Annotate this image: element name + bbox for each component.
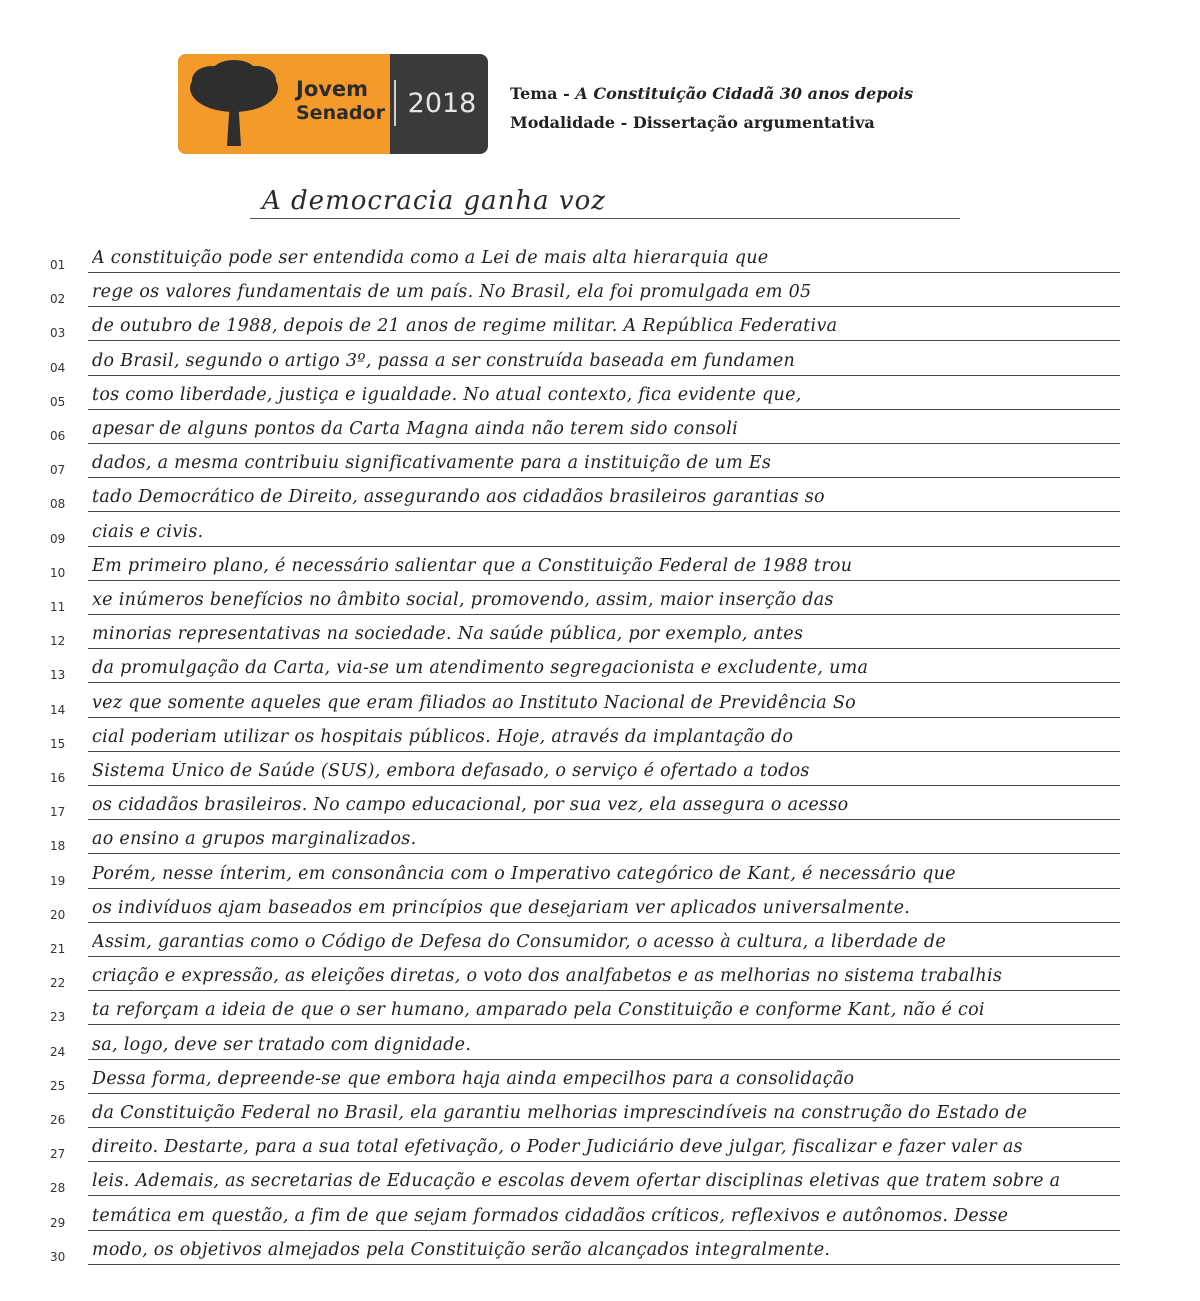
line-number: 04 [50,361,66,375]
tree-icon [184,58,284,152]
line-number: 09 [50,532,66,546]
essay-line-text: do Brasil, segundo o artigo 3º, passa a ser construída baseada em fundamen [92,351,796,371]
jovem-senador-logo [178,54,488,154]
writing-rule [88,1195,1120,1196]
line-number: 30 [50,1250,66,1264]
mode-line [510,113,875,132]
line-number: 23 [50,1010,66,1024]
essay-line-text: Assim, garantias como o Código de Defesa do Consumidor, o acesso à cultura, a liberdade de [92,932,947,952]
logo-line1: Jovem [296,77,369,101]
line-number: 07 [50,463,66,477]
essay-line-text: da Constituição Federal no Brasil, ela garantiu melhorias imprescindíveis na construção do Estado de [92,1103,1028,1123]
essay-line-text: xe inúmeros benefícios no âmbito social, promovendo, assim, maior inserção das [92,590,834,610]
writing-rule [88,272,1120,273]
essay-line-text: criação e expressão, as eleições diretas, o voto dos analfabetos e as melhorias no sistema trabalhis [92,966,1003,986]
line-number: 29 [50,1216,66,1230]
writing-rule [88,1059,1120,1060]
writing-rule [88,614,1120,615]
writing-rule [88,1093,1120,1094]
writing-rule [88,340,1120,341]
essay-line-text: vez que somente aqueles que eram filiados ao Instituto Nacional de Previdência So [92,693,857,713]
writing-rule [88,682,1120,683]
writing-rule [88,888,1120,889]
line-number: 19 [50,874,66,888]
mode-value: Dissertação argumentativa [632,113,875,132]
writing-rule [88,717,1120,718]
writing-rule [88,922,1120,923]
line-number: 03 [50,326,66,340]
essay-line-text: direito. Destarte, para a sua total efetivação, o Poder Judiciário deve julgar, fiscalizar e fazer valer as [92,1137,1023,1157]
writing-rule [88,1127,1120,1128]
essay-line-text: temática em questão, a fim de que sejam formados cidadãos críticos, reflexivos e autônomos. Desse [92,1206,1009,1226]
writing-rule [88,511,1120,512]
writing-rule [88,785,1120,786]
essay-line-text: da promulgação da Carta, via-se um atendimento segregacionista e excludente, uma [92,658,869,678]
writing-rule [88,546,1120,547]
writing-rule [88,409,1120,410]
essay-line-text: A constituição pode ser entendida como a Lei de mais alta hierarquia que [92,248,769,268]
line-number: 18 [50,839,66,853]
writing-rule [88,580,1120,581]
logo-line2: Senador [296,102,385,124]
line-number: 21 [50,942,66,956]
writing-rule [88,1230,1120,1231]
essay-line-text: os indivíduos ajam baseados em princípios que desejariam ver aplicados universalmente. [92,898,911,918]
line-number: 28 [50,1181,66,1195]
essay-line-text: minorias representativas na sociedade. Na saúde pública, por exemplo, antes [92,624,804,644]
line-number: 16 [50,771,66,785]
writing-rule [88,306,1120,307]
theme-label: Tema - [510,84,570,103]
line-number: 15 [50,737,66,751]
title-rule [250,218,960,219]
writing-rule [88,443,1120,444]
line-number: 08 [50,497,66,511]
essay-line-text: ta reforçam a ideia de que o ser humano, amparado pela Constituição e conforme Kant, não é coi [92,1000,985,1020]
writing-rule [88,819,1120,820]
line-number: 13 [50,668,66,682]
line-number: 27 [50,1147,66,1161]
line-number: 11 [50,600,66,614]
essay-line-text: Em primeiro plano, é necessário salientar que a Constituição Federal de 1988 trou [92,556,853,576]
writing-rule [88,1161,1120,1162]
theme-line [510,84,913,103]
essay-line-text: modo, os objetivos almejados pela Constituição serão alcançados integralmente. [92,1240,831,1260]
line-number: 06 [50,429,66,443]
essay-line-text: de outubro de 1988, depois de 21 anos de regime militar. A República Federativa [92,316,838,336]
line-number: 02 [50,292,66,306]
line-number: 17 [50,805,66,819]
line-number: 26 [50,1113,66,1127]
writing-rule [88,648,1120,649]
essay-line-text: ao ensino a grupos marginalizados. [92,829,417,849]
line-number: 05 [50,395,66,409]
writing-rule [88,1024,1120,1025]
line-number: 24 [50,1045,66,1059]
essay-line-text: Dessa forma, depreende-se que embora haja ainda empecilhos para a consolidação [92,1069,855,1089]
writing-rule [88,990,1120,991]
writing-rule [88,1264,1120,1265]
mode-label: Modalidade - [510,113,628,132]
essay-line-text: leis. Ademais, as secretarias de Educação e escolas devem ofertar disciplinas eletivas que tratem sobre a [92,1171,1061,1191]
theme-value: A Constituição Cidadã 30 anos depois [575,84,914,103]
essay-line-text: cial poderiam utilizar os hospitais públicos. Hoje, através da implantação do [92,727,794,747]
line-number: 22 [50,976,66,990]
essay-line-text: tado Democrático de Direito, assegurando aos cidadãos brasileiros garantias so [92,487,825,507]
logo-divider [394,80,396,126]
line-number: 01 [50,258,66,272]
essay-line-text: Sistema Único de Saúde (SUS), embora defasado, o serviço é ofertado a todos [92,761,810,781]
writing-rule [88,853,1120,854]
writing-rule [88,956,1120,957]
writing-rule [88,375,1120,376]
essay-line-text: os cidadãos brasileiros. No campo educacional, por sua vez, ela assegura o acesso [92,795,849,815]
essay-line-text: rege os valores fundamentais de um país. No Brasil, ela foi promulgada em 05 [92,282,812,302]
essay-line-text: sa, logo, deve ser tratado com dignidade. [92,1035,472,1055]
essay-line-text: apesar de alguns pontos da Carta Magna ainda não terem sido consoli [92,419,738,439]
essay-line-text: tos como liberdade, justiça e igualdade. No atual contexto, fica evidente que, [92,385,802,405]
essay-line-text: ciais e civis. [92,522,204,542]
essay-title: A democracia ganha voz [262,186,606,216]
writing-rule [88,751,1120,752]
line-number: 14 [50,703,66,717]
line-number: 20 [50,908,66,922]
essay-line-text: Porém, nesse ínterim, em consonância com o Imperativo categórico de Kant, é necessário que [92,864,956,884]
writing-rule [88,477,1120,478]
line-number: 12 [50,634,66,648]
essay-line-text: dados, a mesma contribuiu significativamente para a instituição de um Es [92,453,772,473]
line-number: 10 [50,566,66,580]
line-number: 25 [50,1079,66,1093]
logo-year: 2018 [407,88,477,119]
